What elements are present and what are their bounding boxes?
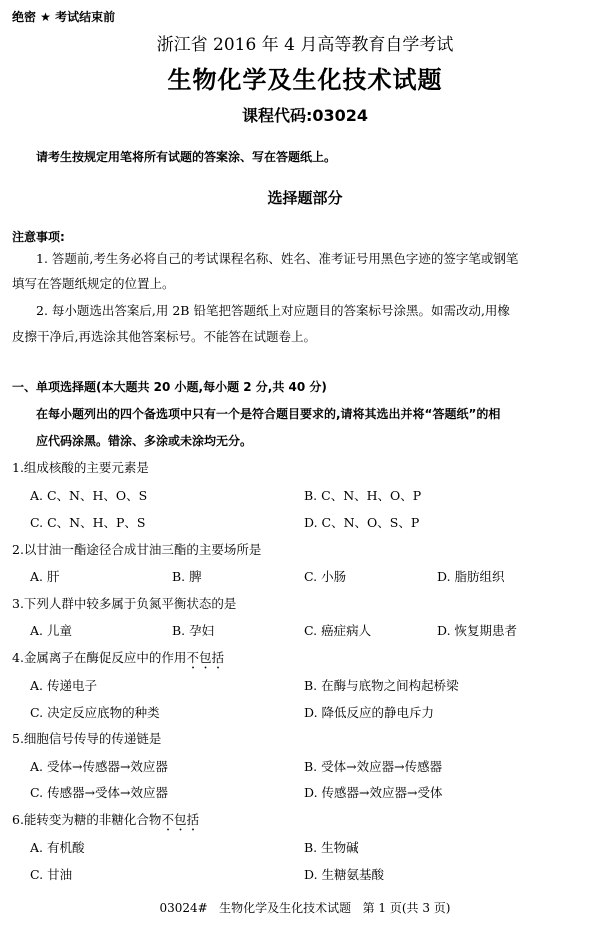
notes-heading: 注意事项: xyxy=(12,230,65,244)
question-2-stem: 2.以甘油一酯途径合成甘油三酯的主要场所是 xyxy=(12,542,262,557)
part1-desc-line-2: 应代码涂黑。错涂、多涂或未涂均无分。 xyxy=(36,434,253,448)
note-2-line-1: 2. 每小题选出答案后,用 2B 铅笔把答题纸上对应题目的答案标号涂黑。如需改动,用橡 xyxy=(36,303,510,318)
note-2-line-2: 皮擦干净后,再选涂其他答案标号。不能答在试题卷上。 xyxy=(12,329,316,344)
question-4-emphasis: 不包括 xyxy=(186,650,224,665)
question-4-option-a: A. 传递电子 xyxy=(30,678,97,693)
question-4-option-c: C. 决定反应底物的种类 xyxy=(30,705,160,720)
question-3-stem: 3.下列人群中较多属于负氮平衡状态的是 xyxy=(12,596,237,611)
question-5-stem: 5.细胞信号传导的传递链是 xyxy=(12,731,162,746)
question-1-option-b: B. C、N、H、O、P xyxy=(304,488,422,503)
question-5-option-d: D. 传感器→效应器→受体 xyxy=(304,785,443,800)
answer-instruction: 请考生按规定用笔将所有试题的答案涂、写在答题纸上。 xyxy=(36,150,337,164)
question-6-stem xyxy=(12,810,199,834)
question-6-option-c: C. 甘油 xyxy=(30,867,73,882)
question-3-option-d: D. 恢复期患者 xyxy=(437,623,518,638)
question-2-option-a: A. 肝 xyxy=(30,569,60,584)
question-3-option-b: B. 孕妇 xyxy=(172,623,215,638)
question-1-stem: 1.组成核酸的主要元素是 xyxy=(12,460,149,475)
question-2-option-d: D. 脂肪组织 xyxy=(437,569,505,584)
section-title: 选择题部分 xyxy=(267,189,343,207)
question-1-option-a: A. C、N、H、O、S xyxy=(30,488,148,503)
exam-title: 浙江省 2016 年 4 月高等教育自学考试 xyxy=(156,35,454,55)
question-5-option-b: B. 受体→效应器→传感器 xyxy=(304,759,443,774)
part1-desc-line-1: 在每小题列出的四个备选项中只有一个是符合题目要求的,请将其选出并将“答题纸”的相 xyxy=(36,407,501,421)
question-1-option-c: C. C、N、H、P、S xyxy=(30,515,146,530)
question-4-option-d: D. 降低反应的静电斥力 xyxy=(304,705,435,720)
question-3-option-c: C. 癌症病人 xyxy=(304,623,372,638)
confidential-mark: 绝密 ★ 考试结束前 xyxy=(12,10,116,24)
question-2-option-b: B. 脾 xyxy=(172,569,202,584)
question-4-option-b: B. 在酶与底物之间构起桥梁 xyxy=(304,678,459,693)
question-5-option-a: A. 受体→传感器→效应器 xyxy=(30,759,168,774)
page-footer: 03024# 生物化学及生化技术试题 第 1 页(共 3 页) xyxy=(159,901,451,915)
part1-heading: 一、单项选择题(本大题共 20 小题,每小题 2 分,共 40 分) xyxy=(12,380,327,394)
question-6-emphasis: 不包括 xyxy=(161,812,199,827)
question-6-option-d: D. 生糖氨基酸 xyxy=(304,867,385,882)
question-1-option-d: D. C、N、O、S、P xyxy=(304,515,420,530)
question-3-option-a: A. 儿童 xyxy=(30,623,72,638)
question-5-option-c: C. 传感器→受体→效应器 xyxy=(30,785,169,800)
note-1-line-1: 1. 答题前,考生务必将自己的考试课程名称、姓名、准考证号用黑色字迹的签字笔或钢笔 xyxy=(36,251,519,266)
subject-title: 生物化学及生化技术试题 xyxy=(167,66,443,94)
question-4-stem xyxy=(12,648,224,672)
course-code: 课程代码:03024 xyxy=(241,106,369,125)
question-6-option-b: B. 生物碱 xyxy=(304,840,359,855)
question-6-stem-text: 6.能转变为糖的非糖化合物 xyxy=(12,812,162,827)
question-4-stem-text: 4.金属离子在酶促反应中的作用 xyxy=(12,650,187,665)
note-1-line-2: 填写在答题纸规定的位置上。 xyxy=(12,276,175,291)
question-2-option-c: C. 小肠 xyxy=(304,569,347,584)
question-6-option-a: A. 有机酸 xyxy=(30,840,85,855)
